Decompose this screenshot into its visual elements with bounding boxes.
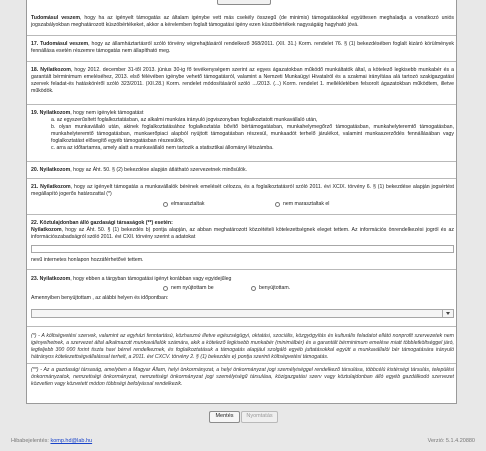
statement-20 — [27, 167, 457, 174]
radio-nem-nyujtottam-be[interactable] — [163, 285, 214, 292]
bug-report-label: Hibabejelentés: — [11, 438, 49, 444]
divider — [27, 61, 457, 62]
statement-23-below: Amennyiben benyújtottam , az alábbi helyen és időpontban: — [31, 295, 169, 302]
statement-23-radio-group — [31, 285, 454, 293]
top-tab — [217, 0, 271, 5]
list-item: c. arra az időtartamra, amely alatt a munkavállaló nem tartozik a statisztikai állományi létszámba. — [51, 145, 274, 152]
divider — [27, 363, 457, 364]
list-item: a. az egyszerűsített foglalkoztatásban, az alkalmi munkára irányuló jogviszonyban foglalkoztatott munkavállaló után, — [51, 117, 318, 124]
list-item: b. olyan munkavállaló után, akinek foglalkoztatásához foglalkoztatás bővítő bértámogatásban, munkahelymegőrző támogatásban, munkahelyteremtő támogatásban, munkahelyteremtő támogatásban, munkaerőpiaci alapból nyújtott támogatásban részesül, munkaadót terhelő járulékot, valamint munkaszerződés fennállásában vagy foglalkoztatást elősegítő egyéb támogatásban részesülök, — [51, 124, 454, 145]
divider — [27, 178, 457, 179]
statement-18-text: , hogy 2012. december 31-től 2013. június 30-ig fő tevékenységem szerint az egyes ágazatokban működő munkáltatók által, a kötelező legkisebb munkabér és a garantált bérminimum emeléséhez, 2013. első félévében igénybe vehető támogatásról, valamint a Nemzeti Munkaügyi Hivatalról és a szakmai irányítása alá tartozó szakigazgatási szervek feladat-és hatásköréről szóló 323/2011. (XII.28.) Korm. rendelet módosításáról szóló .../2013. (...) Korm. rendelet 1. mellékletében felsorolt ágazatokban működtem, illetve működök. — [31, 67, 454, 95]
statement-17-bold: 17. Tudomásul veszem — [31, 41, 89, 47]
statement-21-radio-group — [31, 201, 454, 209]
chevron-down-icon[interactable] — [442, 310, 453, 317]
divider — [27, 326, 457, 327]
statement-22-bold: Nyilatkozom — [31, 227, 62, 234]
statement-16-bold: Tudomásul veszem — [31, 15, 80, 21]
statement-21-bold: 21. Nyilatkozom — [31, 184, 71, 190]
footer — [0, 436, 486, 448]
radio-label: benyújtottam. — [259, 285, 291, 292]
radio-circle-icon[interactable] — [163, 202, 168, 207]
form-panel — [26, 0, 457, 404]
statement-19 — [27, 110, 457, 152]
statement-23 — [27, 276, 457, 302]
radio-label: nem nyújtottam be — [171, 285, 214, 292]
statement-21 — [27, 184, 457, 209]
divider — [27, 35, 457, 36]
statement-22 — [27, 220, 457, 264]
statement-20-bold: 20. Nyilatkozom — [31, 167, 71, 173]
statement-20-text: , hogy az Áht. 50. § (2) bekezdése alapján átlátható szervezetnek minősülök. — [70, 167, 247, 173]
footnote-1: (*) - A költségvetési szervek, valamint az egyházi fenntartású, közhasznú illetve egészségügyi, oktatási, szociális, közgyógyítás és kulturális feladatot ellátó nonprofit szervezetek nem igényelhetnek, a szervezet által alkalmazott munkavállalók számára, akik a kötelező legkisebb munkabér (minimálbér) és a garantált bérminimum emelése miatt többletköltséggel járó, legfeljebb 300 000 forint tiszta havi bérrel rendelkeznek, és foglalkoztatásuk a támogatás alapjául szolgáló egyéb juttatásokkal együtt a munkavállalói bér támogatására irányuló hátrányos kötelezettségvállalással terhelt, a 2011. évi CXCV. törvény 2. § (1) bekezdés e) pontja szerinti költségvetési támogatás. — [31, 333, 454, 361]
statement-19-bold: 19. Nyilatkozom — [31, 110, 71, 116]
bug-report — [11, 438, 92, 445]
statement-17-text: , hogy az államháztartásról szóló törvény végrehajtásáról rendelkező 368/2011. (XII. 31.) Korm. rendelet 76. § (1) bekezdésében foglalt kizáró körülmények fennállása esetén részemre támogatás nem állapítható meg. — [31, 41, 454, 55]
print-button[interactable]: Nyomtatás — [241, 411, 278, 423]
version-label: Verzió: 5.1.4.20880 — [427, 438, 475, 444]
statement-21-text: , hogy az igényelt támogatás a munkavállalók bérének emelését célozza, és a foglalkoztatásról szóló 2011. évi XCIX. törvény 6. § (1) bekezdése alapján jogsértést megállapító jogerős határozattal (*) — [31, 184, 454, 198]
divider — [27, 104, 457, 105]
statement-16 — [27, 15, 457, 29]
footnote-2: (**) - Az a gazdasági társaság, amelyben a Magyar Állam, helyi önkormányzat, a helyi önkormányzat jogi személyiséggel rendelkező társulása, többcélú kistérségi társulás, települési önkormányzatok, nemzetiségi önkormányzat, nemzetiségi önkormányzat jogi személyiségű társulása, közigazgatási szerv vagy köztulajdonban álló egyéb gazdálkodó szervezet közvetlen vagy közvetett módon többségi befolyással rendelkezik. — [31, 367, 454, 388]
statement-23-text: , hogy ebben a tárgyban támogatási igényt korábban vagy egyidejűleg — [70, 276, 232, 282]
divider — [27, 214, 457, 215]
divider — [27, 269, 457, 270]
location-date-select[interactable] — [31, 309, 454, 318]
radio-elmarasztaltak[interactable] — [163, 201, 204, 208]
statement-22-title: 22. Köztulajdonban álló gazdasági társaságok (**) esetén: — [31, 220, 173, 226]
statement-18 — [27, 67, 457, 95]
statement-19-list — [31, 117, 454, 152]
statement-19-text: , hogy nem igénylek támogatást — [70, 110, 144, 116]
bug-report-email-link[interactable]: komp.hd@lab.hu — [50, 438, 93, 444]
radio-label: elmarasztaltak — [171, 201, 205, 208]
action-bar — [0, 411, 486, 424]
statement-18-bold: 18. Nyilatkozom — [31, 67, 71, 73]
website-url-input[interactable] — [31, 245, 454, 253]
divider — [27, 161, 457, 162]
radio-circle-icon[interactable] — [163, 286, 168, 291]
statement-23-bold: 23. Nyilatkozom — [31, 276, 71, 282]
radio-benyujtottam[interactable] — [251, 285, 290, 292]
statement-17 — [27, 41, 457, 55]
statement-22-text: , hogy az Áht. 50. § (1) bekezdés b) pontja alapján, az abban meghatározott közzétételi kötelezettségnek eleget tettem. Az információs önrendelkezési jogról és az információszabadságról szóló 2011. évi CXII. törvény szerint a adatokat — [31, 227, 454, 241]
statement-16-text: , hogy ha az igényelt támogatás az általam igénybe vett más csekély összegű (de minimis) támogatásokkal együttesen meghaladja a vonatkozó uniós jogszabályokban meghatározott küszöbértékeket, akkor a kérelemben foglalt támogatási igény ezen küszöbértékek nagyságáig hagyható jóvá. — [31, 15, 454, 29]
statement-22-below: nevű internetes honlapon hozzáférhetővé tettem. — [31, 257, 144, 264]
radio-label: nem marasztaltak el — [283, 201, 330, 208]
radio-nem-marasztaltak-el[interactable] — [275, 201, 329, 208]
radio-circle-icon[interactable] — [251, 286, 256, 291]
save-button[interactable]: Mentés — [209, 411, 240, 423]
radio-circle-icon[interactable] — [275, 202, 280, 207]
